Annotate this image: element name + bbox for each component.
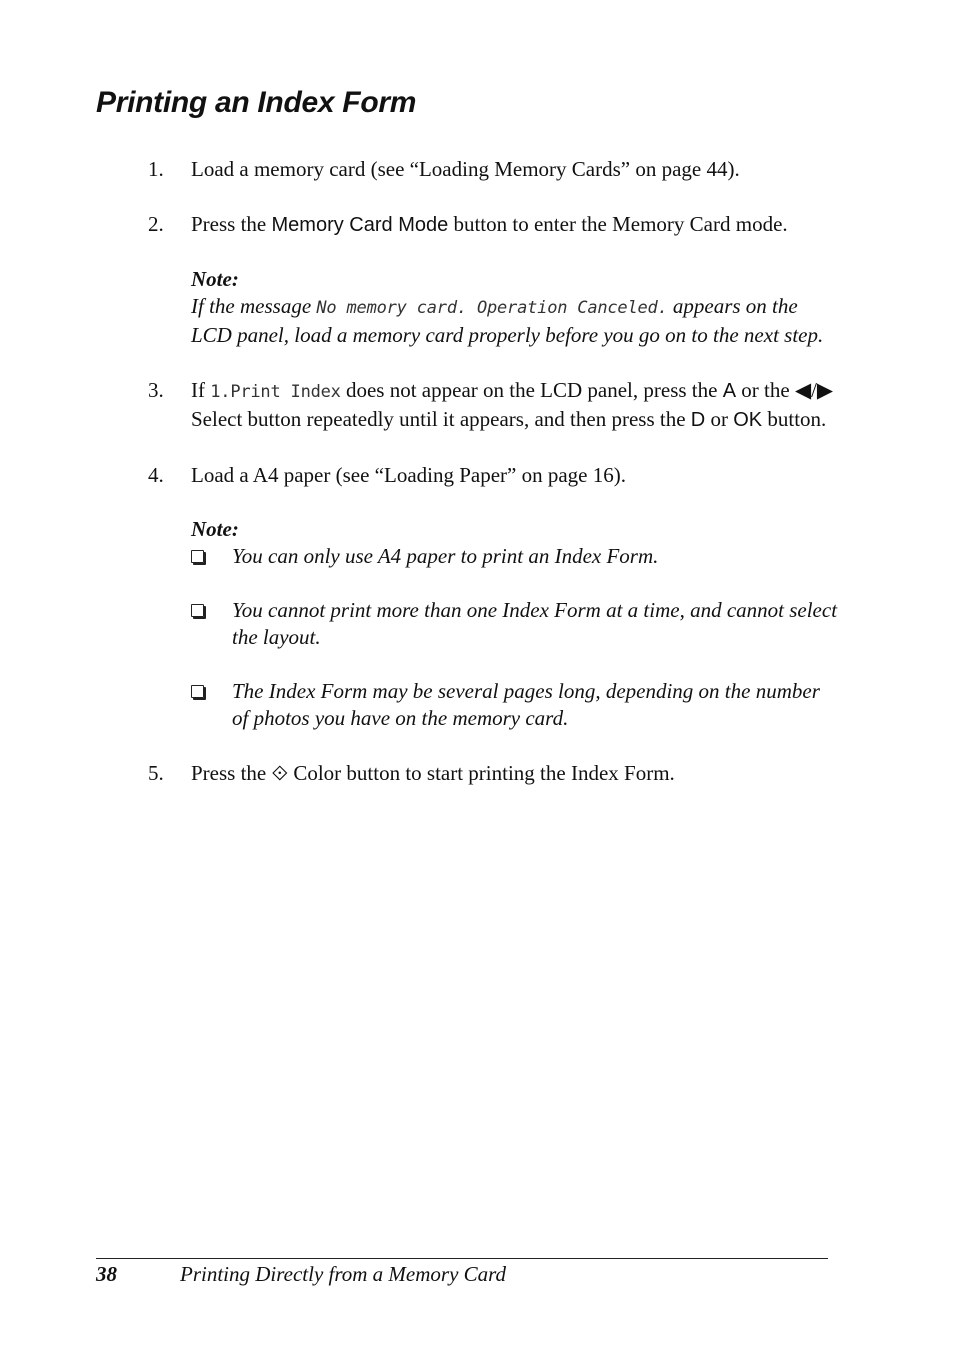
button-d-label: D	[690, 409, 706, 431]
step-number: 1.	[148, 157, 164, 181]
step-text: Press the ⟐ Color button to start printing the Index Form.	[191, 761, 675, 785]
checkbox-bullet-icon	[191, 685, 204, 698]
step-4	[148, 462, 838, 732]
steps-list	[148, 156, 838, 815]
step-text: Press the Memory Card Mode button to enter the Memory Card mode.	[191, 212, 788, 236]
step-number: 4.	[148, 463, 164, 487]
button-a-label: A	[722, 380, 737, 402]
note-block	[191, 266, 838, 349]
step-number: 5.	[148, 761, 164, 785]
step-text: If 1.Print Index does not appear on the LCD panel, press the A or the ◀/▶ Select button repeatedly until it appears, and then press the D or OK button.	[191, 378, 834, 431]
note-item: The Index Form may be several pages long, depending on the number of photos you have on the memory card.	[191, 678, 838, 732]
page-number: 38	[96, 1262, 117, 1286]
checkbox-bullet-icon	[191, 550, 204, 563]
step-3	[148, 377, 838, 434]
page-title: Printing an Index Form	[96, 86, 417, 119]
note-item: You cannot print more than one Index Form at a time, and cannot select the layout.	[191, 597, 838, 651]
note-title: Note:	[191, 267, 239, 291]
section-title: Printing Directly from a Memory Card	[180, 1262, 507, 1286]
ok-button-label: OK	[733, 409, 763, 431]
lcd-message: 1.Print Index	[210, 382, 341, 402]
note-title: Note:	[191, 517, 239, 541]
footer-divider	[96, 1258, 828, 1259]
memory-card-mode-button-label: Memory Card Mode	[271, 214, 449, 236]
step-1	[148, 156, 838, 183]
page-footer	[96, 1262, 506, 1287]
note-text: If the message No memory card. Operation Canceled. appears on the LCD panel, load a memory card properly before you go on to the next step.	[191, 294, 824, 347]
step-text: Load a memory card (see “Loading Memory Cards” on page 44).	[191, 157, 740, 181]
step-2	[148, 211, 838, 349]
color-start-icon: ⟐	[271, 761, 289, 785]
lcd-message: No memory card. Operation Canceled.	[316, 298, 668, 318]
note-item: You can only use A4 paper to print an Index Form.	[191, 543, 838, 570]
note-list	[191, 543, 838, 732]
step-5	[148, 760, 838, 787]
step-number: 2.	[148, 212, 164, 236]
note-block	[191, 516, 838, 732]
step-text: Load a A4 paper (see “Loading Paper” on page 16).	[191, 463, 626, 487]
checkbox-bullet-icon	[191, 604, 204, 617]
step-number: 3.	[148, 378, 164, 402]
